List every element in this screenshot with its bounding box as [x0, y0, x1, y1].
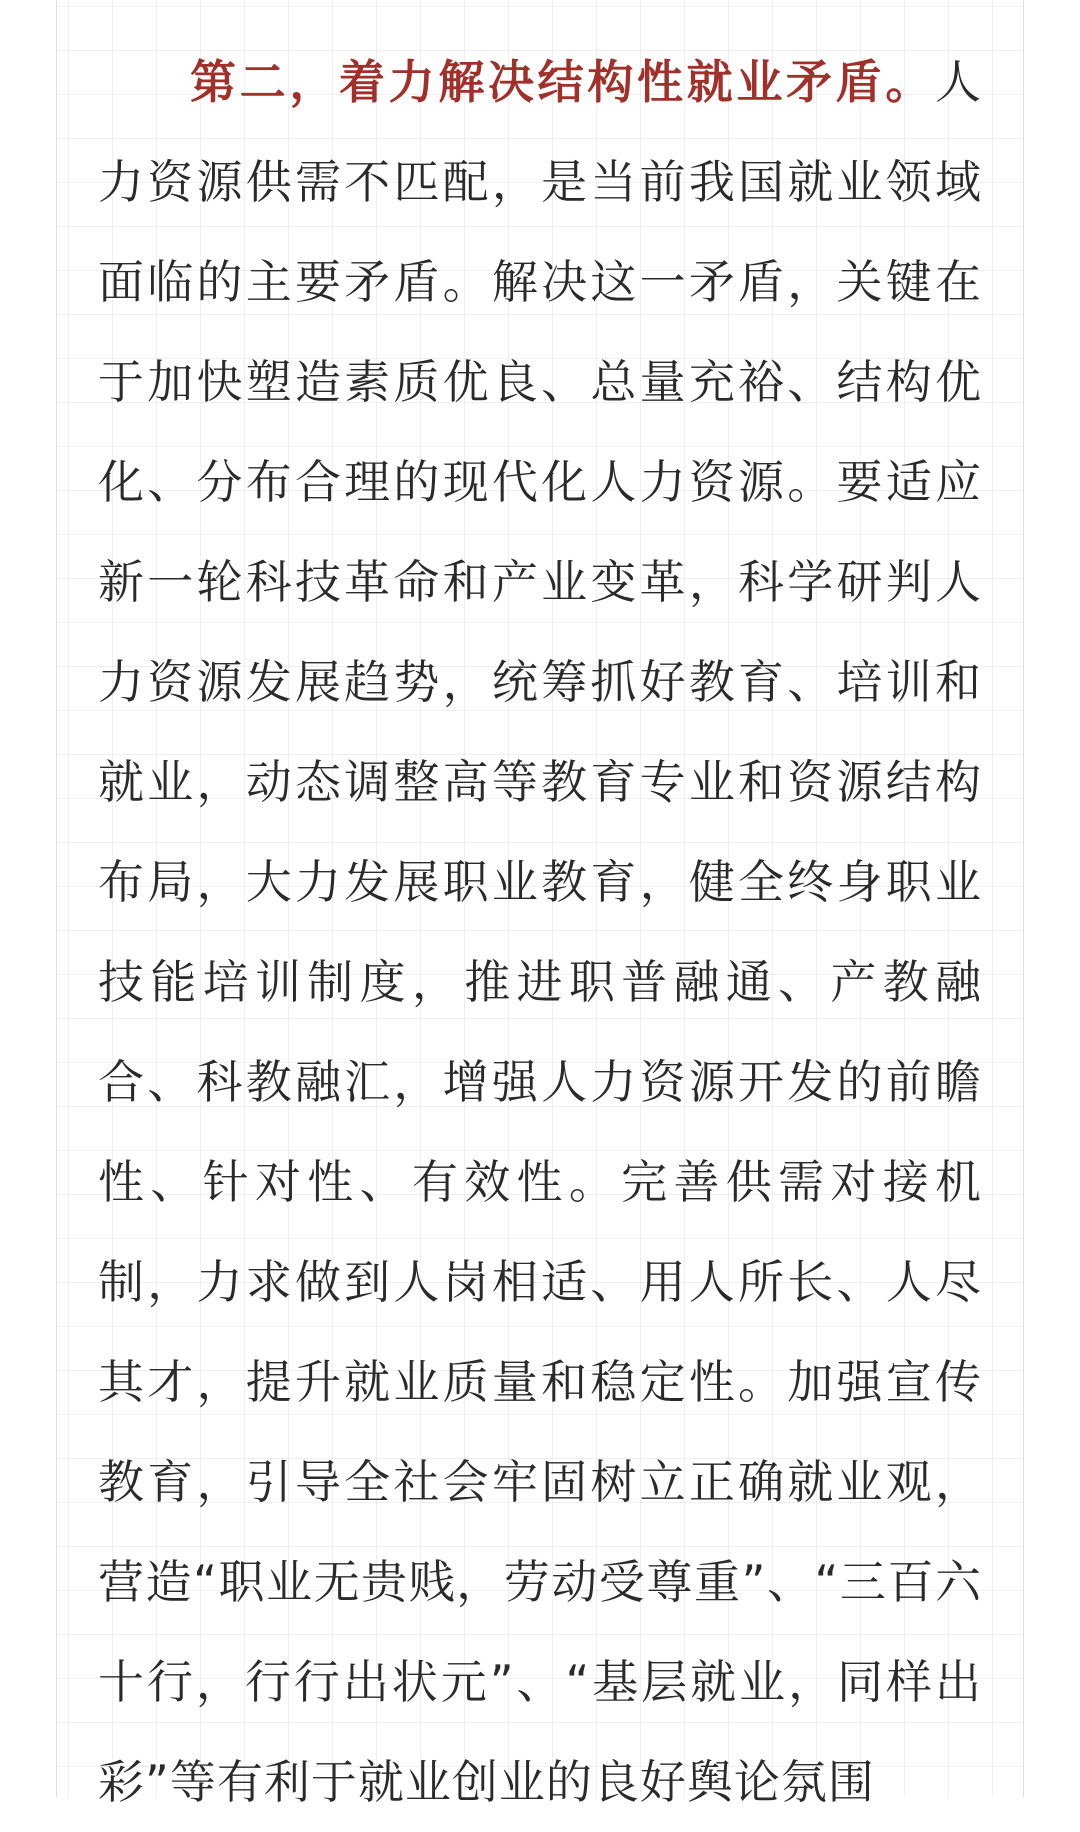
- paragraph-body: 人力资源供需不匹配，是当前我国就业领域面临的主要矛盾。解决这一矛盾，关键在于加快塑造素质优良、总量充裕、结构优化、分布合理的现代化人力资源。要适应新一轮科技革命和产业变革，科学研判人力资源发展趋势，统筹抓好教育、培训和就业，动态调整高等教育专业和资源结构布局，大力发展职业教育，健全终身职业技能培训制度，推进职普融通、产教融合、科教融汇，增强人力资源开发的前瞻性、针对性、有效性。完善供需对接机制，力求做到人岗相适、用人所长、人尽其才，提升就业质量和稳定性。加强宣传教育，引导全社会牢固树立正确就业观，营造“职业无贵贱，劳动受尊重”、“三百六十行，行行出状元”、“基层就业，同样出彩”等有利于就业创业的良好舆论氛围: [98, 55, 982, 1809]
- section-lead-heading: 第二，着力解决结构性就业矛盾。: [190, 55, 935, 109]
- article-paragraph: [98, 32, 982, 1832]
